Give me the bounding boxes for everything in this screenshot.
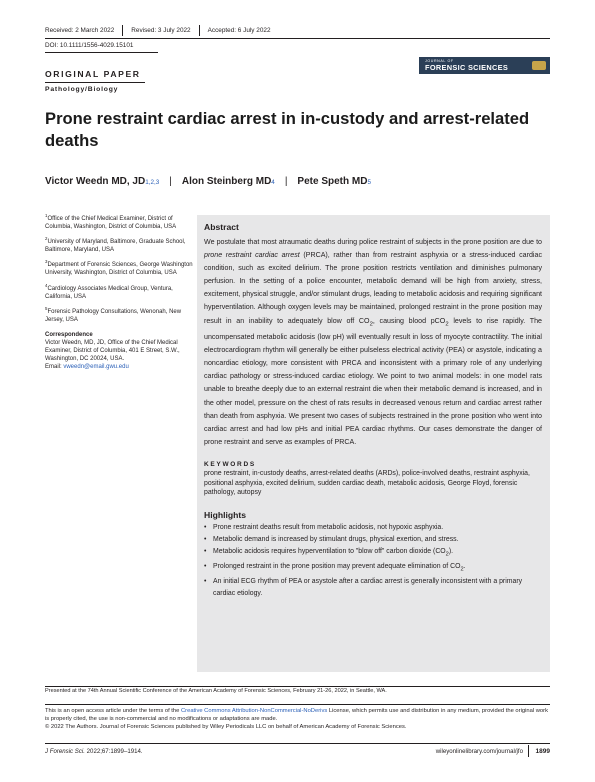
- article-subject: Pathology/Biology: [45, 86, 119, 93]
- highlight-item: • Prone restraint deaths result from metabolic acidosis, not hypoxic asphyxia.: [204, 522, 542, 534]
- affiliation: $^2$University of Maryland, Baltimore, Graduate School, Baltimore, Maryland, USA: [45, 236, 186, 254]
- date-separator: [122, 25, 123, 36]
- doi-rule: [45, 52, 158, 53]
- citation-line: J Forensic Sci. 2022;67:1899–1914.: [45, 748, 143, 755]
- correspondence-email-line: Email: vweedn@email.gwu.edu: [45, 364, 129, 371]
- highlight-item: • An initial ECG rhythm of PEA or asystole after a cardiac arrest is generally inconsistent with a primary cardiac etiology.: [204, 576, 542, 600]
- copyright-notice: © 2022 The Authors. Journal of Forensic Sciences published by Wiley Periodicals LLC on behalf of American Academy of Forensic Sciences.: [45, 724, 407, 731]
- journal-website-link[interactable]: wileyonlinelibrary.com/journal/jfo: [435, 748, 523, 755]
- footer-rule: [45, 743, 550, 744]
- affiliation: $^1$Office of the Chief Medical Examiner, District of Columbia, Washington, District of Columbia, USA: [45, 213, 177, 231]
- author-separator: |: [284, 176, 288, 187]
- keywords-text: prone restraint, in-custody deaths, arrest-related deaths (ARDs), police-involved deaths, restraint asphyxia, positional asphyxia, excited delirium, sudden cardiac death, metabolic acidosis, George Floyd, forensic pathology, autopsy: [204, 469, 530, 497]
- correspondence-address: Victor Weedn, MD, JD, Office of the Chief Medical Examiner, District of Columbia, 401 E Street, S.W., Washington, DC 20024, USA.: [45, 340, 180, 363]
- author-affiliation-ref[interactable]: 1,2,3: [145, 179, 160, 186]
- author-name: Alon Steinberg MD: [181, 176, 272, 187]
- author-list: [45, 176, 371, 187]
- correspondence-heading: Correspondence: [45, 331, 93, 338]
- date-separator: [199, 25, 200, 36]
- article-dates: [45, 22, 550, 38]
- header-rule: [45, 38, 550, 39]
- article-title: Prone restraint cardiac arrest in in-custody and arrest-related deaths: [45, 109, 530, 150]
- highlight-item: • Metabolic demand is increased by stimulant drugs, physical exertion, and stress.: [204, 534, 542, 546]
- doi[interactable]: DOI: 10.1111/1556-4029.15101: [45, 42, 134, 49]
- revised-date: Revised: 3 July 2022: [131, 26, 191, 34]
- journal-logo[interactable]: [419, 57, 550, 74]
- author-affiliation-ref[interactable]: 5: [367, 179, 371, 186]
- aafs-seal-icon: [532, 61, 546, 70]
- abstract-heading: Abstract: [204, 222, 239, 232]
- received-date: Received: 2 March 2022: [45, 26, 115, 34]
- journal-logo-name: FORENSIC SCIENCES: [425, 63, 509, 72]
- author-name: Pete Speth MD: [297, 176, 368, 187]
- highlight-item: • Prolonged restraint in the prone position may prevent adequate elimination of $CO_2$.: [204, 561, 542, 576]
- affiliations-column: [45, 212, 193, 371]
- author-name: Victor Weedn MD, JD: [45, 176, 146, 187]
- page-number: 1899: [535, 748, 550, 755]
- journal-logo-small-text: JOURNAL OF: [425, 59, 454, 63]
- article-type: ORIGINAL PAPER: [45, 69, 141, 79]
- abstract-text: We postulate that most atraumatic deaths during police restraint of subjects in the prone position are due to prone restraint cardiac arrest (PRCA), rather than from restraint asphyxia or a stress-induced cardiac condition, such as excited delirium. The prone position restricts ventilation and diminishes pulmonary perfusion. In the setting of a police encounter, metabolic demand will be high from anxiety, stress, excitement, physical struggle, and/or stimulant drugs, leading to metabolic acidosis and requiring significant hyperventilation. Although oxygen levels may be maintained, prolonged restraint in the prone position may result in an inability to adequately blow off $CO_2$, causing blood pCO$_2$ levels to rise rapidly. The uncompensated metabolic acidosis (low pH) will eventually result in loss of myocyte contractility. The initial electrocardiogram rhythm will generally be either pulseless electrical activity (PEA) or asystole, indicating a noncardiac etiology, more consistent with PRCA and inconsistent with a primary role of any underlying cardiac pathology or stress-induced cardiac etiology. We point to two animal models: in one model rats unable to breathe deeply due to an external restraint die when their metabolic demand is increased, and in the other model, pressure on the chest of rats results in decreased venous return and cardiac arrest rather than death from asphyxia. We present two cases of subjects restrained in the prone position who went into cardiac arrest and had low pHs and initial PEA cardiac rhythms. Our cases demonstrate the danger of prone restraint and serve as examples of PRCA.: [204, 238, 543, 446]
- author-separator: |: [169, 176, 172, 187]
- article-type-rule: [45, 82, 145, 83]
- license-link[interactable]: Creative Commons Attribution-NonCommercial-NoDerivs: [180, 708, 328, 714]
- presented-note: Presented at the 74th Annual Scientific Conference of the American Academy of Forensic Sciences, February 21-26, 2022, in Seattle, WA.: [45, 688, 387, 694]
- footer-rule: [45, 686, 550, 687]
- abstract-box: [197, 215, 550, 672]
- correspondence-email-link[interactable]: vweedn@email.gwu.edu: [63, 364, 129, 371]
- license-notice: This is an open access article under the terms of the Creative Commons Attribution-NonCommercial-NoDerivs License, which permits use and distribution in any medium, provided the original work is properly cited, the use is non-commercial and no modifications or adaptations are made. © 2022 The Authors. Journal of Forensic Sciences published by Wiley Periodicals LLC on behalf of American Academy of Forensic Sciences.: [45, 708, 548, 731]
- affiliation: $^5$Forensic Pathology Consultations, Wenonah, New Jersey, USA: [45, 305, 182, 323]
- footer-rule: [45, 704, 550, 705]
- highlights-heading: Highlights: [204, 509, 247, 520]
- affiliation: $^3$Department of Forensic Sciences, George Washington University, Washington, District of Columbia, USA: [45, 259, 193, 277]
- highlights-list: [204, 522, 542, 600]
- highlight-item: • Metabolic acidosis requires hyperventilation to "blow off" carbon dioxide $(CO_2)$.: [204, 546, 542, 561]
- keywords-heading: KEYWORDS: [204, 460, 256, 468]
- page-number-separator: [528, 745, 529, 757]
- accepted-date: Accepted: 6 July 2022: [207, 26, 271, 34]
- author-affiliation-ref[interactable]: 4: [271, 179, 275, 186]
- affiliation: $^4$Cardiology Associates Medical Group, Ventura, California, USA: [45, 282, 173, 300]
